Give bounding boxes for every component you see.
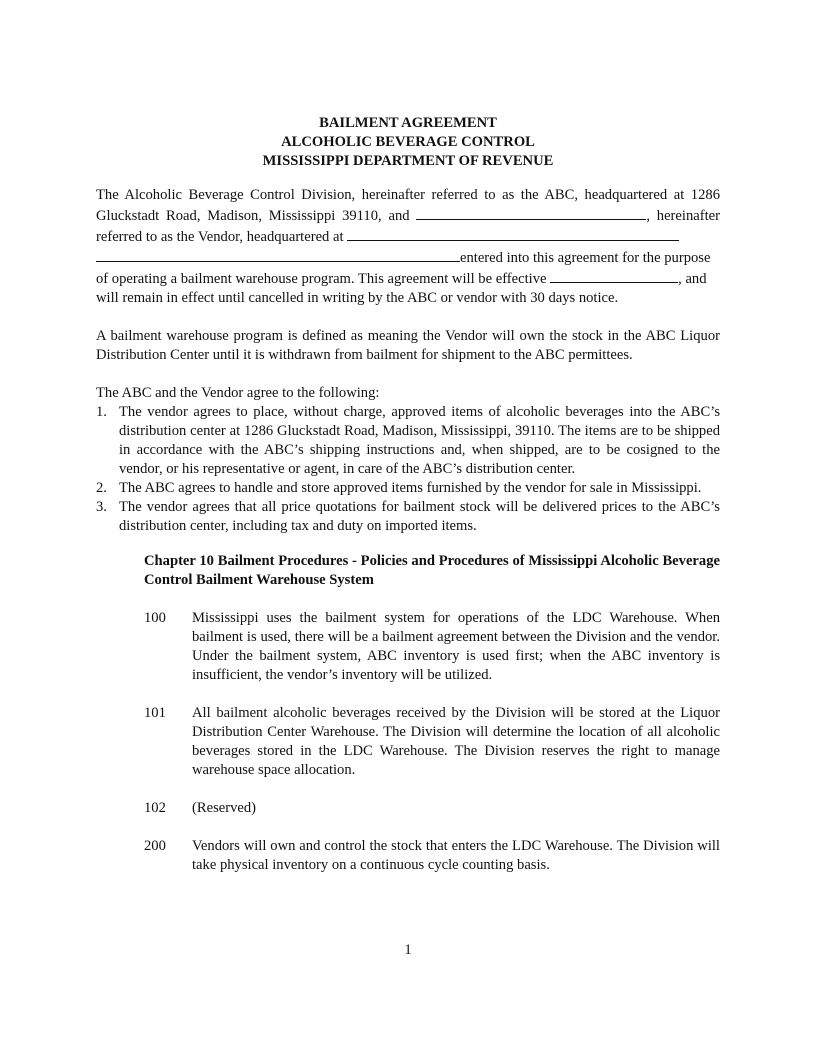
agreement-item: [96, 403, 720, 479]
agreement-number: 3.: [96, 499, 107, 515]
agreement-number: 2.: [96, 480, 107, 496]
section-number: 100: [144, 610, 166, 626]
agreement-list: [96, 403, 720, 536]
title-line-2: ALCOHOLIC BEVERAGE CONTROL: [281, 134, 535, 150]
intro-text-3: entered into this agreement for the purpose of operating a bailment warehouse program. This agreement will be effective: [96, 250, 711, 287]
intro-text-1: The Alcoholic Beverage Control Division, hereinafter referred to as the ABC, headquartered at 1286 Gluckstadt Road, Madison, Mississippi 39110, and: [96, 187, 720, 224]
intro-text-4: ,: [678, 271, 682, 287]
agreement-text: The vendor agrees to place, without charge, approved items of alcoholic beverages into the ABC’s distribution center at 1286 Gluckstadt Road, Madison, Mississippi, 39110. The items are to be shipped in accordance with the ABC’s shipping instructions and, when shipped, are to be cosigned to the vendor, or his representative or agent, in care of the ABC’s distribution center.: [119, 404, 720, 477]
section-text: Mississippi uses the bailment system for operations of the LDC Warehouse. When bailment is used, there will be a bailment agreement between the Division and the vendor. Under the bailment system, ABC inventory is used first; when the ABC inventory is insufficient, the vendor’s inventory will be utilized.: [192, 610, 720, 683]
intro-text-5: and will remain in effect until cancelled in writing by the ABC or vendor with 30 days notice.: [96, 271, 707, 306]
agreement-item: [96, 479, 720, 498]
definition-paragraph: A bailment warehouse program is defined as meaning the Vendor will own the stock in the ABC Liquor Distribution Center until it is withdrawn from bailment for shipment to the ABC permittees.: [96, 328, 720, 363]
section-item: [144, 837, 720, 875]
intro-text-2: , hereinafter referred to as the Vendor, headquartered at: [96, 208, 720, 245]
vendor-name-blank[interactable]: [416, 205, 646, 220]
chapter-heading: Chapter 10 Bailment Procedures - Policies and Procedures of Mississippi Alcoholic Beverage Control Bailment Warehouse System: [144, 553, 720, 588]
agreement-number: 1.: [96, 404, 107, 420]
section-text: (Reserved): [192, 800, 257, 816]
agreement-item: [96, 498, 720, 536]
section-text: All bailment alcoholic beverages received by the Division will be stored at the Liquor Distribution Center Warehouse. The Division will determine the location of all alcoholic beverages stored in the LDC Warehouse. The Division reserves the right to manage warehouse space allocation.: [192, 705, 720, 778]
effective-date-blank[interactable]: [550, 268, 678, 283]
section-item: [144, 704, 720, 780]
section-item: [144, 799, 720, 818]
agreement-intro: The ABC and the Vendor agree to the following:: [96, 385, 380, 401]
agreement-text: The ABC agrees to handle and store approved items furnished by the vendor for sale in Mississippi.: [119, 480, 702, 496]
section-number: 200: [144, 838, 166, 854]
page-number: 1: [404, 942, 412, 958]
section-number: 102: [144, 800, 166, 816]
intro-paragraph: [96, 186, 720, 308]
agreement-text: The vendor agrees that all price quotations for bailment stock will be delivered prices to the ABC’s distribution center, including tax and duty on imported items.: [119, 499, 720, 534]
vendor-address-blank-1[interactable]: [347, 226, 679, 241]
section-text: Vendors will own and control the stock that enters the LDC Warehouse. The Division will take physical inventory on a continuous cycle counting basis.: [192, 838, 720, 873]
title-line-1: BAILMENT AGREEMENT: [319, 115, 497, 131]
section-number: 101: [144, 705, 166, 721]
document-title: [96, 114, 720, 171]
section-item: [144, 609, 720, 685]
title-line-3: MISSISSIPPI DEPARTMENT OF REVENUE: [262, 153, 554, 169]
vendor-address-blank-2[interactable]: [96, 247, 460, 262]
document-page: [96, 114, 720, 894]
